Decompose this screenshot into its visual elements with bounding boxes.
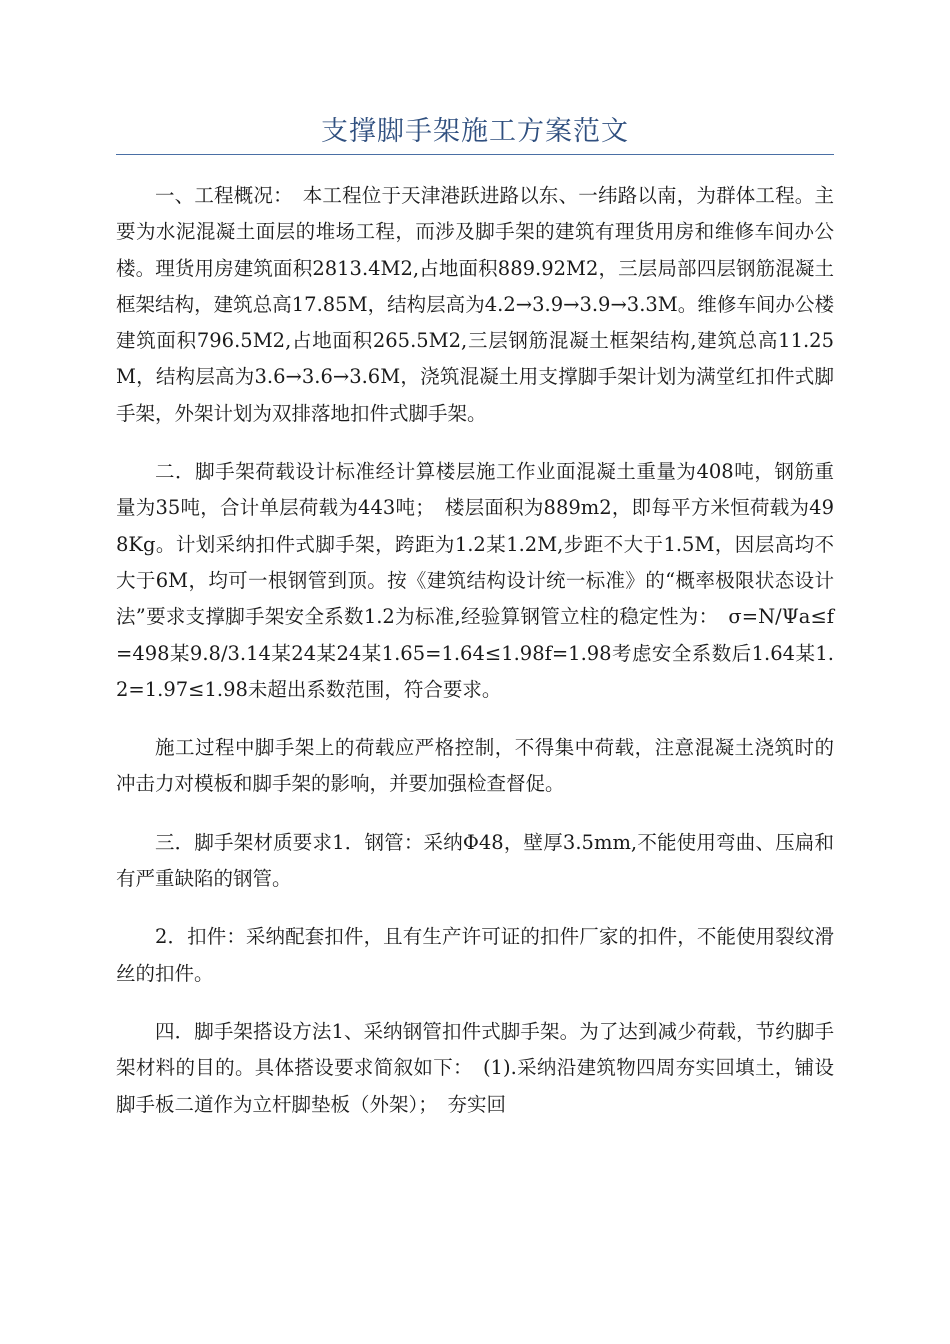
document-body bbox=[116, 178, 834, 1145]
paragraph-erection-method: 四．脚手架搭设方法1、采纳钢管扣件式脚手架。为了达到减少荷载，节约脚手架材料的目的。具体搭设要求简叙如下： (1).采纳沿建筑物四周夯实回填土，铺设脚手板二道作为立杆脚垫板（外架）； 夯实回 bbox=[116, 1019, 834, 1116]
paragraph-project-overview: 一、工程概况： 本工程位于天津港跃进路以东、一纬路以南，为群体工程。主要为水泥混凝土面层的堆场工程，而涉及脚手架的建筑有理货用房和维修车间办公楼。理货用房建筑面积2813.4M2,占地面积889.92M2，三层局部四层钢筋混凝土框架结构，建筑总高17.85M，结构层高为4.2→3.9→3.9→3.3M。维修车间办公楼建筑面积796.5M2,占地面积265.5M2,三层钢筋混凝土框架结构,建筑总高11.25M，结构层高为3.6→3.6→3.6M，浇筑混凝土用支撑脚手架计划为满堂红扣件式脚手架，外架计划为双排落地扣件式脚手架。 bbox=[116, 184, 834, 425]
paragraph-load-design: 二．脚手架荷载设计标准经计算楼层施工作业面混凝土重量为408吨，钢筋重量为35吨，合计单层荷载为443吨； 楼层面积为889m2，即每平方米恒荷载为498Kg。计划采纳扣件式脚手架，跨距为1.2某1.2M,步距不大于1.5M，因层高均不大于6M，均可一根钢管到顶。按《建筑结构设计统一标准》的“概率极限状态设计法”要求支撑脚手架安全系数1.2为标准,经验算钢管立柱的稳定性为： σ=N/Ψa≤f=498某9.8/3.14某24某24某1.65=1.64≤1.98f=1.98考虑安全系数后1.64某1.2=1.97≤1.98未超出系数范围，符合要求。 bbox=[116, 460, 834, 701]
paragraph-material-fastener: 2．扣件：采纳配套扣件，且有生产许可证的扣件厂家的扣件，不能使用裂纹滑丝的扣件。 bbox=[116, 925, 834, 985]
paragraph-load-control: 施工过程中脚手架上的荷载应严格控制，不得集中荷载，注意混凝土浇筑时的冲击力对模板和脚手架的影响，并要加强检查督促。 bbox=[116, 736, 834, 796]
paragraph-material-steel-pipe: 三．脚手架材质要求1．钢管：采纳Φ48，壁厚3.5mm,不能使用弯曲、压扁和有严重缺陷的钢管。 bbox=[116, 830, 834, 891]
document-title: 支撑脚手架施工方案范文 bbox=[321, 116, 629, 147]
title-underline bbox=[116, 154, 834, 155]
